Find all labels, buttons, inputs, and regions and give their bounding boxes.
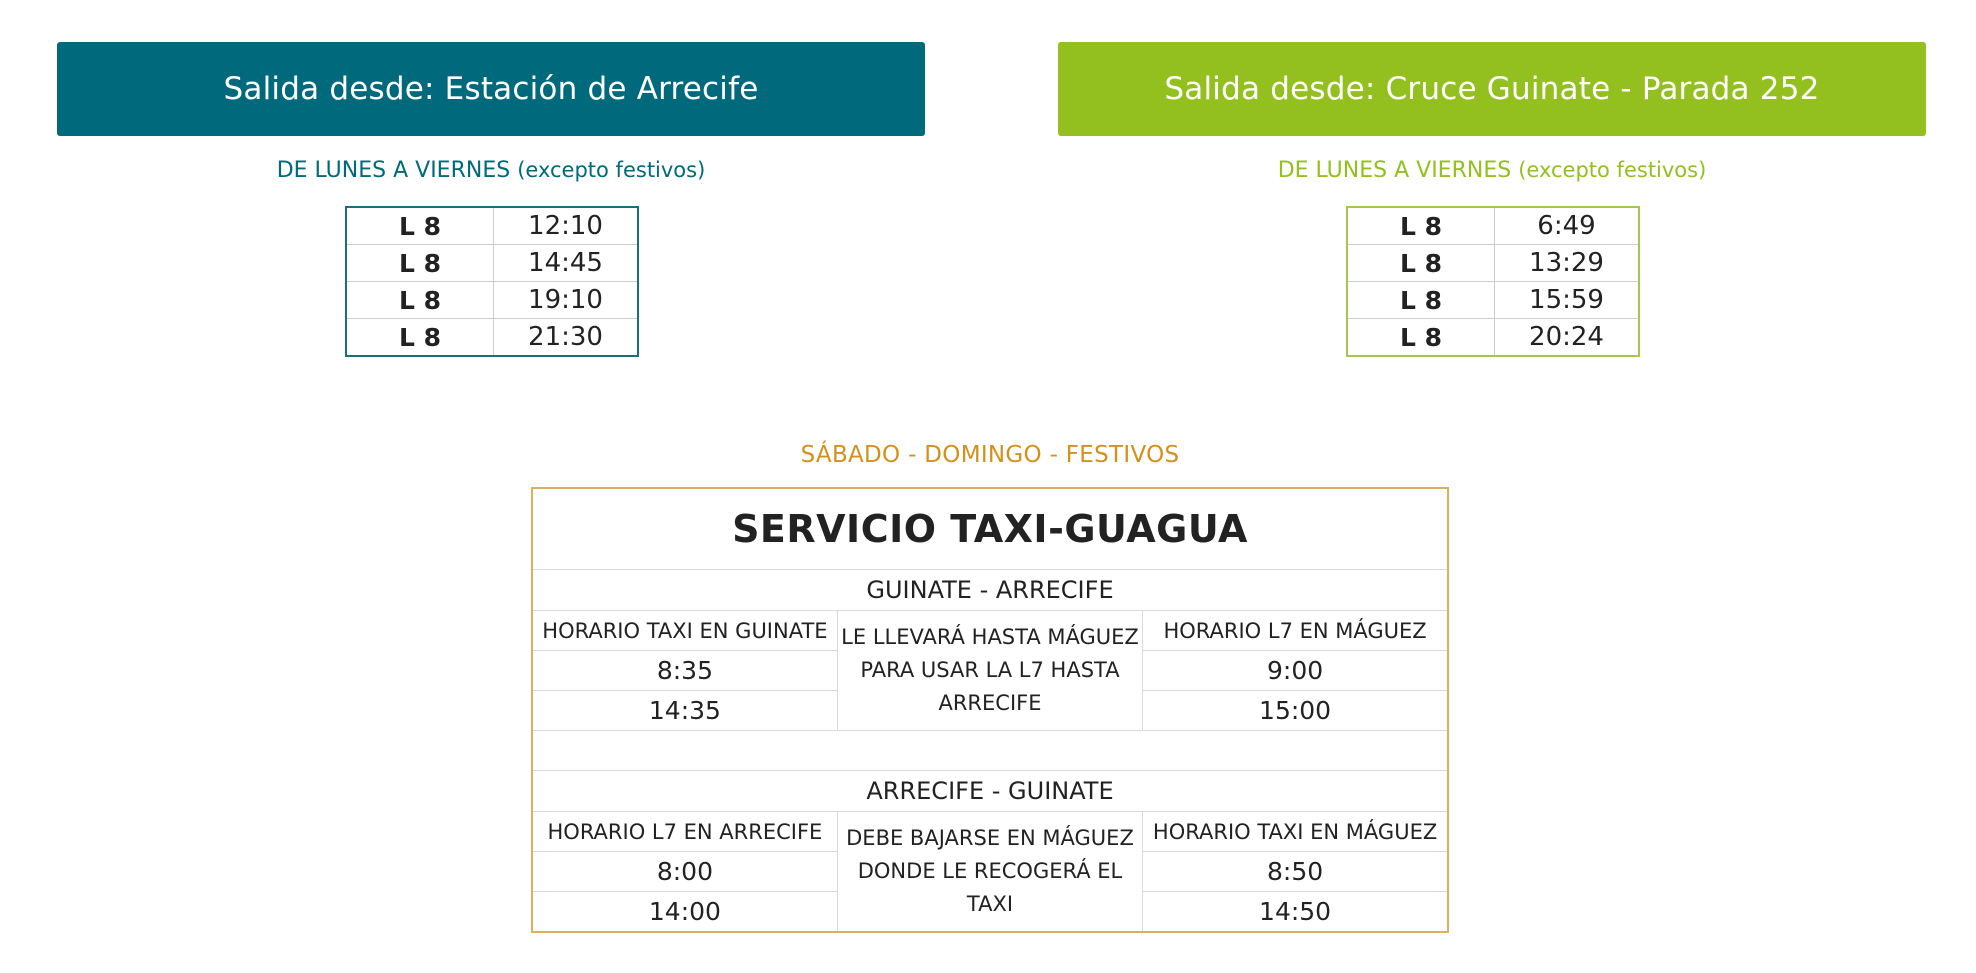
- service-title: SERVICIO TAXI-GUAGUA: [532, 488, 1448, 570]
- line-cell: L 8: [346, 282, 494, 319]
- weekday-days-right: DE LUNES A VIERNES: [1277, 158, 1512, 183]
- time-cell: 15:00: [1143, 691, 1448, 731]
- time-cell: 8:50: [1143, 852, 1448, 892]
- weekday-note-right: (excepto festivos): [1518, 158, 1707, 182]
- time-cell: 6:49: [1495, 207, 1640, 245]
- table-row: [532, 611, 1448, 651]
- table-row: [532, 812, 1448, 852]
- banner-arrecife-text: Salida desde: Estación de Arrecife: [223, 71, 759, 107]
- table-row: [532, 488, 1448, 570]
- weekday-subtitle-left: [57, 158, 925, 183]
- time-cell: 15:59: [1495, 282, 1640, 319]
- line-cell: L 8: [1347, 319, 1495, 357]
- weekend-title: SÁBADO - DOMINGO - FESTIVOS: [800, 442, 1180, 468]
- line-cell: L 8: [1347, 282, 1495, 319]
- route-inbound: ARRECIFE - GUINATE: [532, 771, 1448, 812]
- outbound-note: LE LLEVARÁ HASTA MÁGUEZ PARA USAR LA L7 HASTA ARRECIFE: [837, 611, 1142, 731]
- time-cell: 9:00: [1143, 651, 1448, 691]
- time-cell: 14:35: [532, 691, 837, 731]
- table-row: [346, 319, 638, 357]
- line-cell: L 8: [346, 245, 494, 282]
- line-cell: L 8: [1347, 245, 1495, 282]
- inbound-note: DEBE BAJARSE EN MÁGUEZ DONDE LE RECOGERÁ EL TAXI: [837, 812, 1142, 933]
- table-row: [346, 282, 638, 319]
- table-row: [532, 731, 1448, 771]
- time-cell: 12:10: [494, 207, 639, 245]
- time-cell: 20:24: [1495, 319, 1640, 357]
- outbound-col3-header: HORARIO L7 EN MÁGUEZ: [1143, 611, 1448, 651]
- table-row: [532, 771, 1448, 812]
- line-cell: L 8: [398, 211, 442, 241]
- time-cell: 8:00: [532, 852, 837, 892]
- table-row: [1347, 282, 1639, 319]
- line-cell: L 8: [346, 319, 494, 357]
- weekday-table-guinate: [1346, 206, 1640, 357]
- route-outbound: GUINATE - ARRECIFE: [532, 570, 1448, 611]
- inbound-col1-header: HORARIO L7 EN ARRECIFE: [532, 812, 837, 852]
- table-row: [346, 207, 638, 245]
- table-row: [346, 245, 638, 282]
- banner-guinate: [1058, 42, 1926, 136]
- weekday-days-left: DE LUNES A VIERNES: [276, 158, 511, 183]
- weekday-table-arrecife: [345, 206, 639, 357]
- time-cell: 13:29: [1495, 245, 1640, 282]
- time-cell: 14:00: [532, 892, 837, 933]
- time-cell: 8:35: [532, 651, 837, 691]
- taxi-guagua-table: [531, 487, 1449, 933]
- inbound-col3-header: HORARIO TAXI EN MÁGUEZ: [1143, 812, 1448, 852]
- table-row: [1347, 207, 1639, 245]
- spacer-row: [532, 731, 1448, 771]
- time-cell: 21:30: [494, 319, 639, 357]
- time-cell: 19:10: [494, 282, 639, 319]
- banner-arrecife: [57, 42, 925, 136]
- line-cell: L 8: [1399, 211, 1443, 241]
- time-cell: 14:50: [1143, 892, 1448, 933]
- outbound-col1-header: HORARIO TAXI EN GUINATE: [532, 611, 837, 651]
- table-row: [1347, 245, 1639, 282]
- time-cell: 14:45: [494, 245, 639, 282]
- table-row: [532, 570, 1448, 611]
- weekday-note-left: (excepto festivos): [517, 158, 706, 182]
- banner-guinate-text: Salida desde: Cruce Guinate - Parada 252: [1164, 71, 1820, 107]
- table-row: [1347, 319, 1639, 357]
- weekday-subtitle-right: [1058, 158, 1926, 183]
